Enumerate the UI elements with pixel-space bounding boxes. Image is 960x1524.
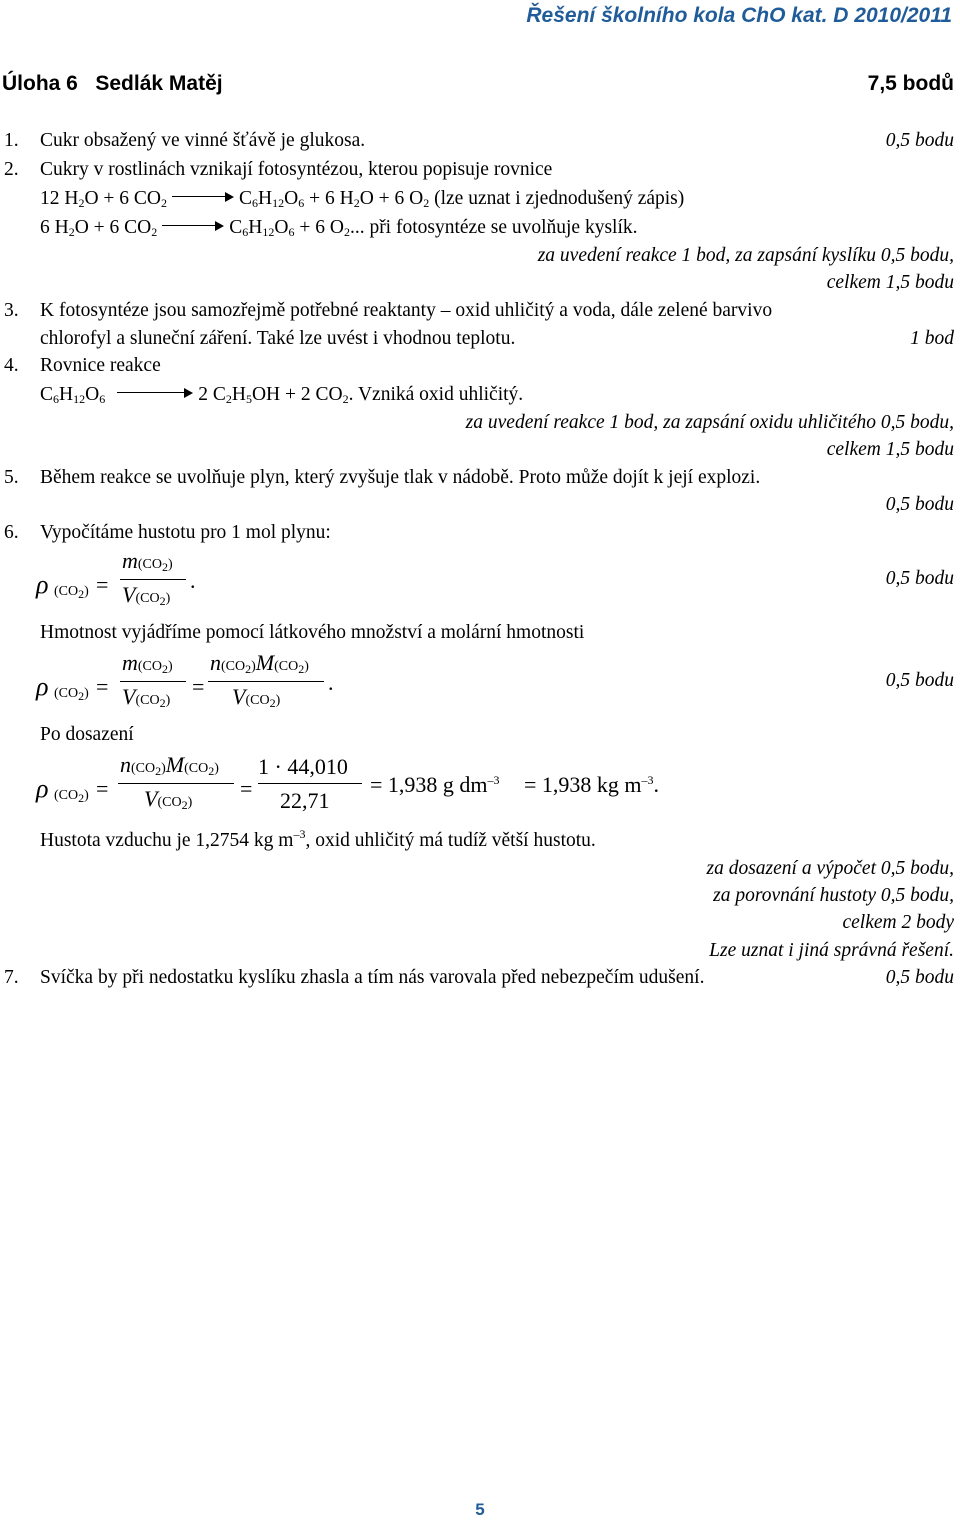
- q1-text: Cukr obsažený ve vinné šťávě je glukosa.: [40, 130, 366, 151]
- task-points: 7,5 bodů: [867, 72, 954, 95]
- page-number: 5: [475, 1500, 485, 1519]
- q4-equation: $C_6H_{12}O_6$ 2 $C_2H_5OH + 2$ $CO_2$. Vzniká oxid uhličitý.: [40, 384, 524, 406]
- q7-number: 7.: [4, 967, 19, 988]
- q6-air-density: Hustota vzduchu je 1,2754 kg $m^{-3}$, oxid uhličitý má tudíž větší hustotu.: [40, 827, 596, 851]
- q5-number: 5.: [4, 467, 19, 488]
- q7-text: Svíčka by při nedostatku kyslíku zhasla a tím nás varovala před nebezpečím udušení.: [40, 967, 705, 988]
- task-title-row: [2, 72, 954, 96]
- q4-eq-note: . Vzniká oxid uhličitý.: [348, 384, 524, 405]
- q6-text2: Hmotnost vyjádříme pomocí látkového množství a molární hmotnosti: [40, 622, 585, 643]
- q2-text: Cukry v rostlinách vznikají fotosyntézou, kterou popisuje rovnice: [40, 159, 553, 180]
- q2-score-line2: celkem 1,5 bodu: [826, 272, 954, 293]
- q5-text: Během reakce se uvolňuje plyn, který zvyšuje tlak v nádobě. Proto může dojít k její explozi.: [40, 467, 761, 488]
- q6-text3: Po dosazení: [40, 724, 134, 745]
- density-formula-2: ρ $(CO_2)$ = $m(CO_2)$ $V(CO_2)$ = $n(CO_2)M(CO_2)$ $V(CO_2)$ .: [36, 650, 334, 710]
- density-formula-1: ρ $(CO_2)$ = $m(CO_2)$ $V(CO_2)$ .: [36, 548, 196, 608]
- q3-line1: K fotosyntéze jsou samozřejmě potřebné reaktanty – oxid uhličitý a voda, dále zelené barvivo: [40, 300, 773, 321]
- q6-score-line2: za porovnání hustoty 0,5 bodu,: [713, 885, 954, 906]
- q6-points-a: 0,5 bodu: [885, 568, 954, 589]
- q5-points: 0,5 bodu: [885, 494, 954, 515]
- q2-score-line1: za uvedení reakce 1 bod, za zapsání kyslíku 0,5 bodu,: [537, 245, 954, 266]
- q2-eq1-note: (lze uznat i zjednodušený zápis): [434, 188, 685, 209]
- q2-eq2-note: ... při fotosyntéze se uvolňuje kyslík.: [349, 217, 638, 238]
- q6-text: Vypočítáme hustotu pro 1 mol plynu:: [40, 522, 331, 543]
- q4-number: 4.: [4, 355, 19, 376]
- q2-equation-simple: 6 $H_2O + 6$ $CO_2$ $C_6H_{12}O_6 + 6$ $O_2$... při fotosyntéze se uvolňuje kyslík.: [40, 217, 638, 239]
- q6-score-line4: Lze uznat i jiná správná řešení.: [709, 940, 954, 961]
- q6-score-line3: celkem 2 body: [842, 912, 954, 933]
- q6-points-b: 0,5 bodu: [885, 670, 954, 691]
- numerator-value: 1 · 44,010: [258, 754, 348, 779]
- result-g-dm: = 1,938 g dm: [370, 772, 488, 797]
- result-kg-m: = 1,938 kg m: [524, 772, 642, 797]
- denominator-value: 22,71: [280, 788, 330, 813]
- q7-points: 0,5 bodu: [885, 967, 954, 988]
- q1-points: 0,5 bodu: [885, 130, 954, 151]
- task-author: Sedlák Matěj: [95, 72, 223, 95]
- q3-points: 1 bod: [910, 328, 954, 349]
- q2-equation-full: 12 $H_2O + 6$ $CO_2$ $C_6H_{12}O_6 + 6$ $H_2O + 6$ $O_2$ (lze uznat i zjednodušený zápis): [40, 188, 685, 210]
- q1-number: 1.: [4, 130, 19, 151]
- q4-text: Rovnice reakce: [40, 355, 161, 376]
- q4-score-line2: celkem 1,5 bodu: [826, 439, 954, 460]
- document-header: Řešení školního kola ChO kat. D 2010/2011: [526, 4, 952, 27]
- q2-number: 2.: [4, 159, 19, 180]
- task-label: Úloha 6: [2, 72, 78, 95]
- q4-score-line1: za uvedení reakce 1 bod, za zapsání oxidu uhličitého 0,5 bodu,: [465, 412, 954, 433]
- q3-number: 3.: [4, 300, 19, 321]
- q6-number: 6.: [4, 522, 19, 543]
- q6-score-line1: za dosazení a výpočet 0,5 bodu,: [706, 858, 954, 879]
- density-formula-3: ρ $(CO_2)$ = $n(CO_2)M(CO_2)$ $V(CO_2)$ = 1 · 44,010 22,71 = 1,938 g $dm^{-3}$ = 1,938 kg $m^{-3}$.: [36, 752, 660, 813]
- q3-line2: chlorofyl a sluneční záření. Také lze uvést i vhodnou teplotu.: [40, 328, 516, 349]
